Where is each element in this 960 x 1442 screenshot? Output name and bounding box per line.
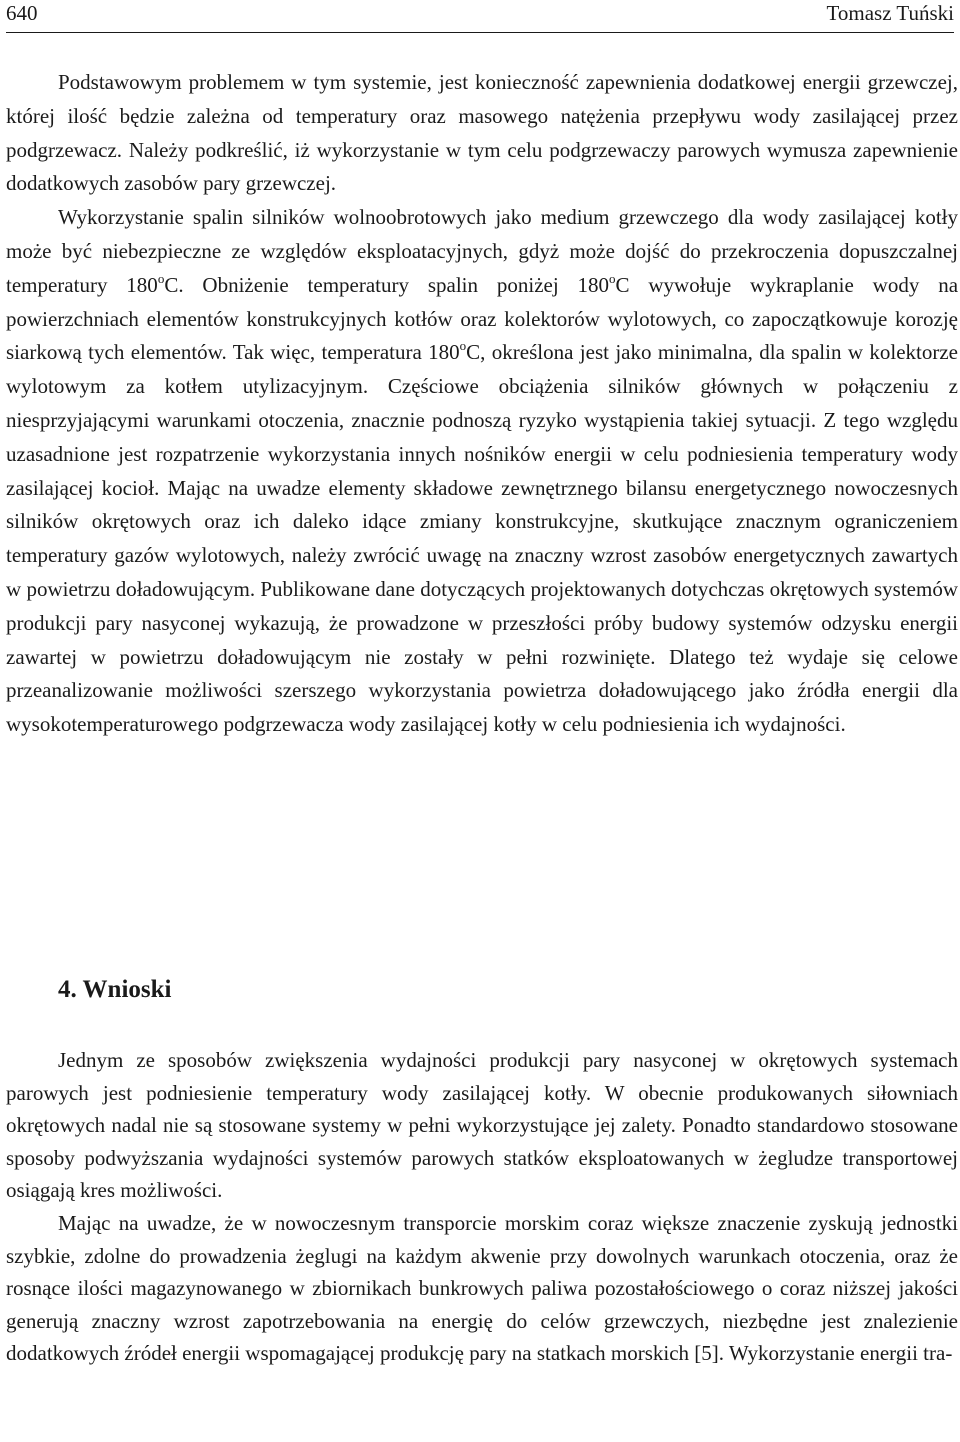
paragraph: Mając na uwadze, że w nowoczesnym transporcie morskim coraz większe znaczenie zyskują jednostki szybkie, zdolne do prowadzenia żeglugi na każdym akwenie przy dowolnych warunkach otoczenia, oraz że rosnące ilości magazynowanego w zbiornikach bunkrowych paliwa pozostałościowego o coraz niższej jakości generują znaczny wzrost zapotrzebowania na energię do celów grzewczych, niezbędne jest znalezienie dodatkowych źródeł energii wspomagającej produkcję pary na statkach morskich [5]. Wykorzystanie energii tra-: [6, 1210, 958, 1366]
section-heading: 4. Wnioski: [58, 976, 172, 1003]
author-name: Tomasz Tuński: [826, 1, 954, 25]
paragraph: Podstawowym problemem w tym systemie, jest konieczność zapewnienia dodatkowej energii grzewczej, której ilość będzie zależna od temperatury oraz masowego natężenia przepływu wody zasilającej przez podgrzewacz. Należy podkreślić, iż wykorzystanie w tym celu podgrzewaczy parowych wymusza zapewnienie dodatkowych zasobów pary grzewczej.: [6, 70, 958, 196]
paragraph: [6, 201, 958, 742]
header-rule: [6, 32, 954, 33]
paragraph-text: C wywołuje wykraplanie wody na powierzchniach elementów konstrukcyjnych kotłów oraz kolektorów wylotowych, co zapoczątkowuje korozję siarkową tych elementów. Tak więc, temperatura 180: [6, 272, 959, 365]
paragraph-text: C, określona jest jako minimalna, dla spalin w kolektorze wylotowym za kotłem utylizacyjnym. Częściowe obciążenia silników głównych w połączeniu z niesprzyjającymi warunkami otoczenia, znacznie podnoszą ryzyko wystąpienia takiej sytuacji. Z tego względu uzasadnione jest rozpatrzenie wykorzystania innych nośników energii w celu podniesienia temperatury wody zasilającej kocioł. Mając na uwadze elementy składowe zewnętrznego bilansu energetycznego nowoczesnych silników okrętowych oraz ich daleko idące zmiany konstrukcyjne, skutkujące znacznym ograniczeniem temperatury gazów wylotowych, należy zwrócić uwagę na znaczny wzrost zasobów energetycznych zawartych w powietrzu doładowującym. Publikowane dane dotyczących projektowanych dotychczas okrętowych systemów produkcji pary nasyconej wykazują, że prowadzone w przeszłości próby budowy systemów odzysku energii zawartej w powietrzu doładowującym nie zostały w pełni rozwinięte. Dlatego też wydaje się celowe przeanalizowanie możliwości szerszego wykorzystania powietrza doładowującego jako źródła energii dla wysokotemperaturowego podgrzewacza wody zasilającej kotły w celu podniesienia ich wydajności.: [6, 340, 959, 737]
section-body: [6, 66, 958, 742]
paragraph: Jednym ze sposobów zwiększenia wydajności produkcji pary nasyconej w okrętowych systemach parowych jest podniesienie temperatury wody zasilającej kotły. W obecnie produkowanych siłowniach okrętowych nadal nie są stosowane systemy w pełni wykorzystujące jej zalety. Ponadto standardowo stosowane sposoby podwyższania wydajności systemów parowych statków eksploatowanych w żegludze transportowej osiągają kres możliwości.: [6, 1048, 958, 1203]
page-number: 640: [6, 1, 38, 25]
conclusions-body: [6, 1044, 958, 1370]
degree-superscript: o: [609, 270, 616, 286]
degree-superscript: o: [459, 338, 467, 354]
paragraph-text: Wykorzystanie spalin silników wolnoobrotowych jako medium grzewczego dla wody zasilającej kotły może być niebezpieczne ze względów eksploatacyjnych, gdyż może dojść do przekroczenia dopuszczalnej temperatury 180: [6, 205, 958, 297]
paragraph-text: C. Obniżenie temperatury spalin poniżej 180: [164, 272, 610, 297]
degree-superscript: o: [157, 270, 165, 286]
running-head: [6, 0, 954, 30]
